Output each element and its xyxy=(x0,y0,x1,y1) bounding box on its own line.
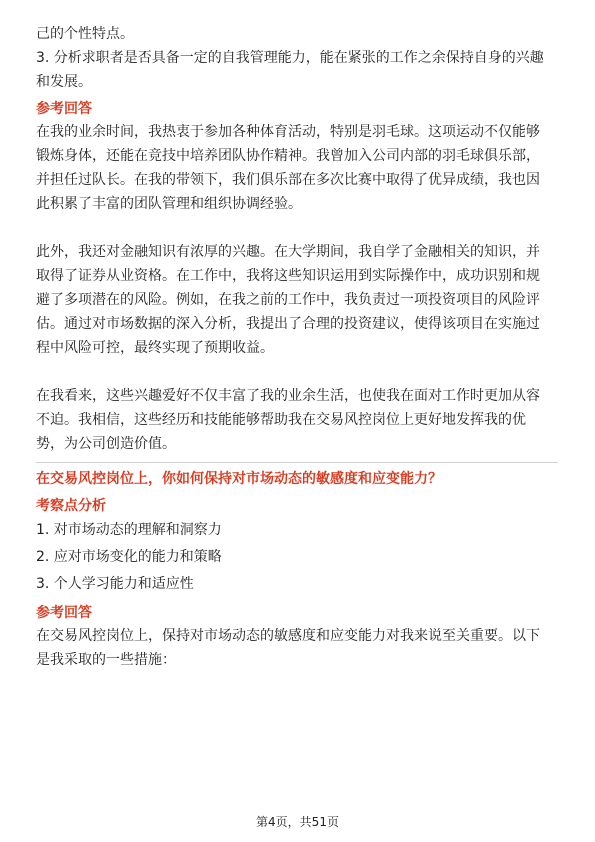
text-line: 此外，我还对金融知识有浓厚的兴趣。在大学期间，我自学了金融相关的知识，并 xyxy=(36,244,540,260)
text-line: 和发展。 xyxy=(36,74,92,90)
list-item: 3. 个人学习能力和适应性 xyxy=(36,576,194,592)
list-item: 2. 应对市场变化的能力和策略 xyxy=(36,549,222,565)
page-content xyxy=(36,22,558,672)
text-line: 程中风险可控，最终实现了预期收益。 xyxy=(36,340,274,356)
answer-heading: 参考回答 xyxy=(36,101,92,117)
page-footer: 第4页，共51页 xyxy=(256,815,339,829)
text-line: 是我采取的一些措施： xyxy=(36,652,176,668)
text-line: 此积累了丰富的团队管理和组织协调经验。 xyxy=(36,196,302,212)
list-item: 1. 对市场动态的理解和洞察力 xyxy=(36,522,222,538)
text-line: 并担任过队长。在我的带领下，我们俱乐部在多次比赛中取得了优异成绩，我也因 xyxy=(36,172,540,188)
answer-heading: 参考回答 xyxy=(36,605,92,621)
question-title: 在交易风控岗位上，你如何保持对市场动态的敏感度和应变能力？ xyxy=(36,471,442,487)
paragraph-gap xyxy=(36,360,558,384)
section-divider xyxy=(36,462,558,463)
text-line: 在我看来，这些兴趣爱好不仅丰富了我的业余生活，也使我在面对工作时更加从容 xyxy=(36,388,540,404)
text-line: 避了多项潜在的风险。例如，在我之前的工作中，我负责过一项投资项目的风险评 xyxy=(36,292,540,308)
answer-paragraph-2 xyxy=(36,240,558,360)
answer-paragraph-3 xyxy=(36,384,558,456)
text-line: 不迫。我相信，这些经历和技能能够帮助我在交易风控岗位上更好地发挥我的优 xyxy=(36,412,526,428)
text-line: 取得了证券从业资格。在工作中，我将这些知识运用到实际操作中，成功识别和规 xyxy=(36,268,540,284)
analysis-heading: 考察点分析 xyxy=(36,498,106,514)
paragraph-gap xyxy=(36,216,558,240)
analysis-list xyxy=(36,517,558,598)
text-line: 己的个性特点。 xyxy=(36,26,134,42)
answer-paragraph-1 xyxy=(36,120,558,216)
answer-paragraph-4 xyxy=(36,624,558,672)
text-line: 势，为公司创造价值。 xyxy=(36,436,176,452)
text-line: 在交易风控岗位上，保持对市场动态的敏感度和应变能力对我来说至关重要。以下 xyxy=(36,628,540,644)
text-line: 估。通过对市场数据的深入分析，我提出了合理的投资建议，使得该项目在实施过 xyxy=(36,316,540,332)
text-line: 在我的业余时间，我热衷于参加各种体育活动，特别是羽毛球。这项运动不仅能够 xyxy=(36,124,540,140)
text-line: 3. 分析求职者是否具备一定的自我管理能力，能在紧张的工作之余保持自身的兴趣 xyxy=(36,50,544,66)
text-line: 锻炼身体，还能在竞技中培养团队协作精神。我曾加入公司内部的羽毛球俱乐部， xyxy=(36,148,540,164)
